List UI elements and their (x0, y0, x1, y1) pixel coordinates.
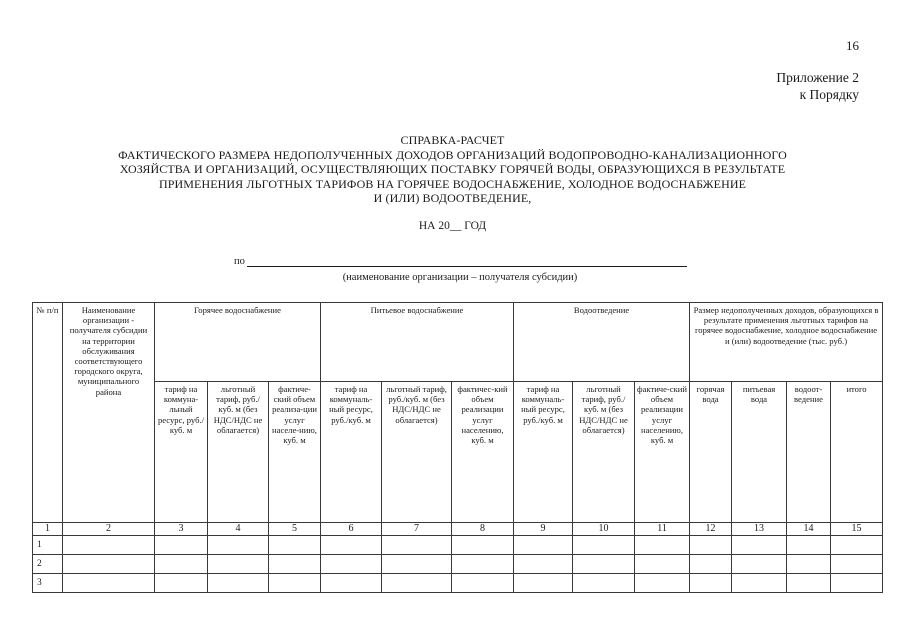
table-cell[interactable] (63, 536, 155, 555)
table-cell[interactable] (573, 555, 635, 574)
table-cell[interactable] (321, 536, 382, 555)
column-number: 2 (63, 523, 155, 536)
table-cell[interactable] (787, 536, 831, 555)
column-number: 12 (690, 523, 732, 536)
table-cell[interactable] (573, 536, 635, 555)
table-cell[interactable] (382, 555, 452, 574)
by-label: по (234, 256, 245, 267)
table-cell[interactable] (690, 555, 732, 574)
table-cell[interactable] (690, 536, 732, 555)
title-line-2: ФАКТИЧЕСКОГО РАЗМЕРА НЕДОПОЛУЧЕННЫХ ДОХОДОВ ОРГАНИЗАЦИЙ ВОДОПРОВОДНО-КАНАЛИЗАЦИОННОГО (118, 147, 787, 162)
table-cell[interactable] (732, 555, 787, 574)
table-cell[interactable] (787, 574, 831, 593)
header-lost-drinking-water: питьевая вода (732, 382, 787, 523)
table-cell[interactable] (382, 574, 452, 593)
page-number: 16 (846, 38, 859, 53)
table-cell[interactable] (452, 574, 514, 593)
column-number: 9 (514, 523, 573, 536)
header-drink-volume: фактичес-кий объем реализации услуг населению, куб. м (452, 382, 514, 523)
table-cell[interactable] (787, 555, 831, 574)
table-cell[interactable] (155, 555, 208, 574)
table-cell[interactable] (155, 536, 208, 555)
column-number: 4 (208, 523, 269, 536)
appendix-line-1: Приложение 2 (776, 70, 859, 85)
organization-name-field[interactable] (247, 254, 687, 267)
table-cell[interactable] (269, 536, 321, 555)
table-cell[interactable] (382, 536, 452, 555)
table-cell[interactable] (831, 555, 883, 574)
appendix-reference (776, 69, 859, 103)
organization-line (234, 254, 687, 267)
header-drink-tariff: тариф на коммуналь-ный ресурс, руб./куб. м (321, 382, 382, 523)
table-row (33, 574, 883, 593)
table-cell[interactable] (514, 574, 573, 593)
table-cell[interactable] (321, 574, 382, 593)
table-row (33, 536, 883, 555)
column-number: 14 (787, 523, 831, 536)
title-line-4: ПРИМЕНЕНИЯ ЛЬГОТНЫХ ТАРИФОВ НА ГОРЯЧЕЕ ВОДОСНАБЖЕНИЕ, ХОЛОДНОЕ ВОДОСНАБЖЕНИЕ (158, 176, 747, 191)
header-lost-hot-water: горячая вода (690, 382, 732, 523)
table-cell[interactable] (63, 555, 155, 574)
header-drinking-water: Питьевое водоснабжение (321, 303, 514, 382)
column-number-row (33, 523, 883, 536)
organization-caption: (наименование организации – получателя субсидии) (342, 272, 578, 283)
table-cell[interactable] (452, 536, 514, 555)
header-hot-water: Горячее водоснабжение (155, 303, 321, 382)
header-drain-tariff: тариф на коммуналь-ный ресурс, руб./куб. м (514, 382, 573, 523)
column-number: 10 (573, 523, 635, 536)
column-number: 6 (321, 523, 382, 536)
table-cell[interactable] (452, 555, 514, 574)
table-cell[interactable] (690, 574, 732, 593)
table-cell[interactable] (831, 536, 883, 555)
year-line: НА 20__ ГОД (418, 220, 487, 232)
title-line-1: СПРАВКА-РАСЧЕТ (400, 133, 505, 147)
header-num: № п/п (33, 303, 63, 523)
table-cell[interactable] (635, 574, 690, 593)
table-cell[interactable] (208, 555, 269, 574)
table-cell[interactable] (831, 574, 883, 593)
header-drain-privileged-tariff: льготный тариф, руб./куб. м (без НДС/НДС не облагается) (573, 382, 635, 523)
header-lost-income: Размер недополученных доходов, образующихся в результате применения льготных тарифов на горячее водоснабжение, холодное водоснабжение и (или) водоотведение (тыс. руб.) (690, 303, 883, 382)
table-cell[interactable] (208, 536, 269, 555)
header-lost-total: итого (831, 382, 883, 523)
row-number: 2 (33, 555, 63, 574)
header-hot-tariff: тариф на коммуна-льный ресурс, руб./куб. м (155, 382, 208, 523)
column-number: 11 (635, 523, 690, 536)
header-hot-privileged-tariff: льготный тариф, руб./куб. м (без НДС/НДС не облагается) (208, 382, 269, 523)
table-cell[interactable] (732, 536, 787, 555)
appendix-line-2: к Порядку (799, 87, 859, 102)
table-cell[interactable] (269, 555, 321, 574)
table-cell[interactable] (514, 536, 573, 555)
header-organization-name: Наименование организации - получателя субсидии на территории обслуживания соответствующего городского округа, муниципального района (63, 303, 155, 523)
table-cell[interactable] (573, 574, 635, 593)
row-number: 3 (33, 574, 63, 593)
table-row (33, 555, 883, 574)
table-cell[interactable] (155, 574, 208, 593)
table-cell[interactable] (732, 574, 787, 593)
row-number: 1 (33, 536, 63, 555)
column-number: 8 (452, 523, 514, 536)
header-lost-drainage: водоот-ведение (787, 382, 831, 523)
table-cell[interactable] (321, 555, 382, 574)
column-number: 13 (732, 523, 787, 536)
header-drink-privileged-tariff: льготный тариф, руб./куб. м (без НДС/НДС не облагается) (382, 382, 452, 523)
title-line-3: ХОЗЯЙСТВА И ОРГАНИЗАЦИЙ, ОСУЩЕСТВЛЯЮЩИХ ПОСТАВКУ ГОРЯЧЕЙ ВОДЫ, ОБРАЗУЮЩИХСЯ В РЕЗУЛЬТАТЕ (119, 162, 786, 176)
table-cell[interactable] (635, 536, 690, 555)
document-title (0, 133, 905, 206)
column-number: 15 (831, 523, 883, 536)
column-number: 1 (33, 523, 63, 536)
column-number: 7 (382, 523, 452, 536)
title-line-5: И (ИЛИ) ВОДООТВЕДЕНИЕ, (373, 191, 532, 205)
header-drainage: Водоотведение (514, 303, 690, 382)
table-cell[interactable] (635, 555, 690, 574)
header-hot-volume: фактиче-ский объем реализа-ции услуг населе-нию, куб. м (269, 382, 321, 523)
header-drain-volume: фактиче-ский объем реализации услуг населению, куб. м (635, 382, 690, 523)
table-cell[interactable] (208, 574, 269, 593)
table-cell[interactable] (514, 555, 573, 574)
table-cell[interactable] (63, 574, 155, 593)
table-cell[interactable] (269, 574, 321, 593)
calculation-table (32, 302, 883, 593)
column-number: 3 (155, 523, 208, 536)
column-number: 5 (269, 523, 321, 536)
